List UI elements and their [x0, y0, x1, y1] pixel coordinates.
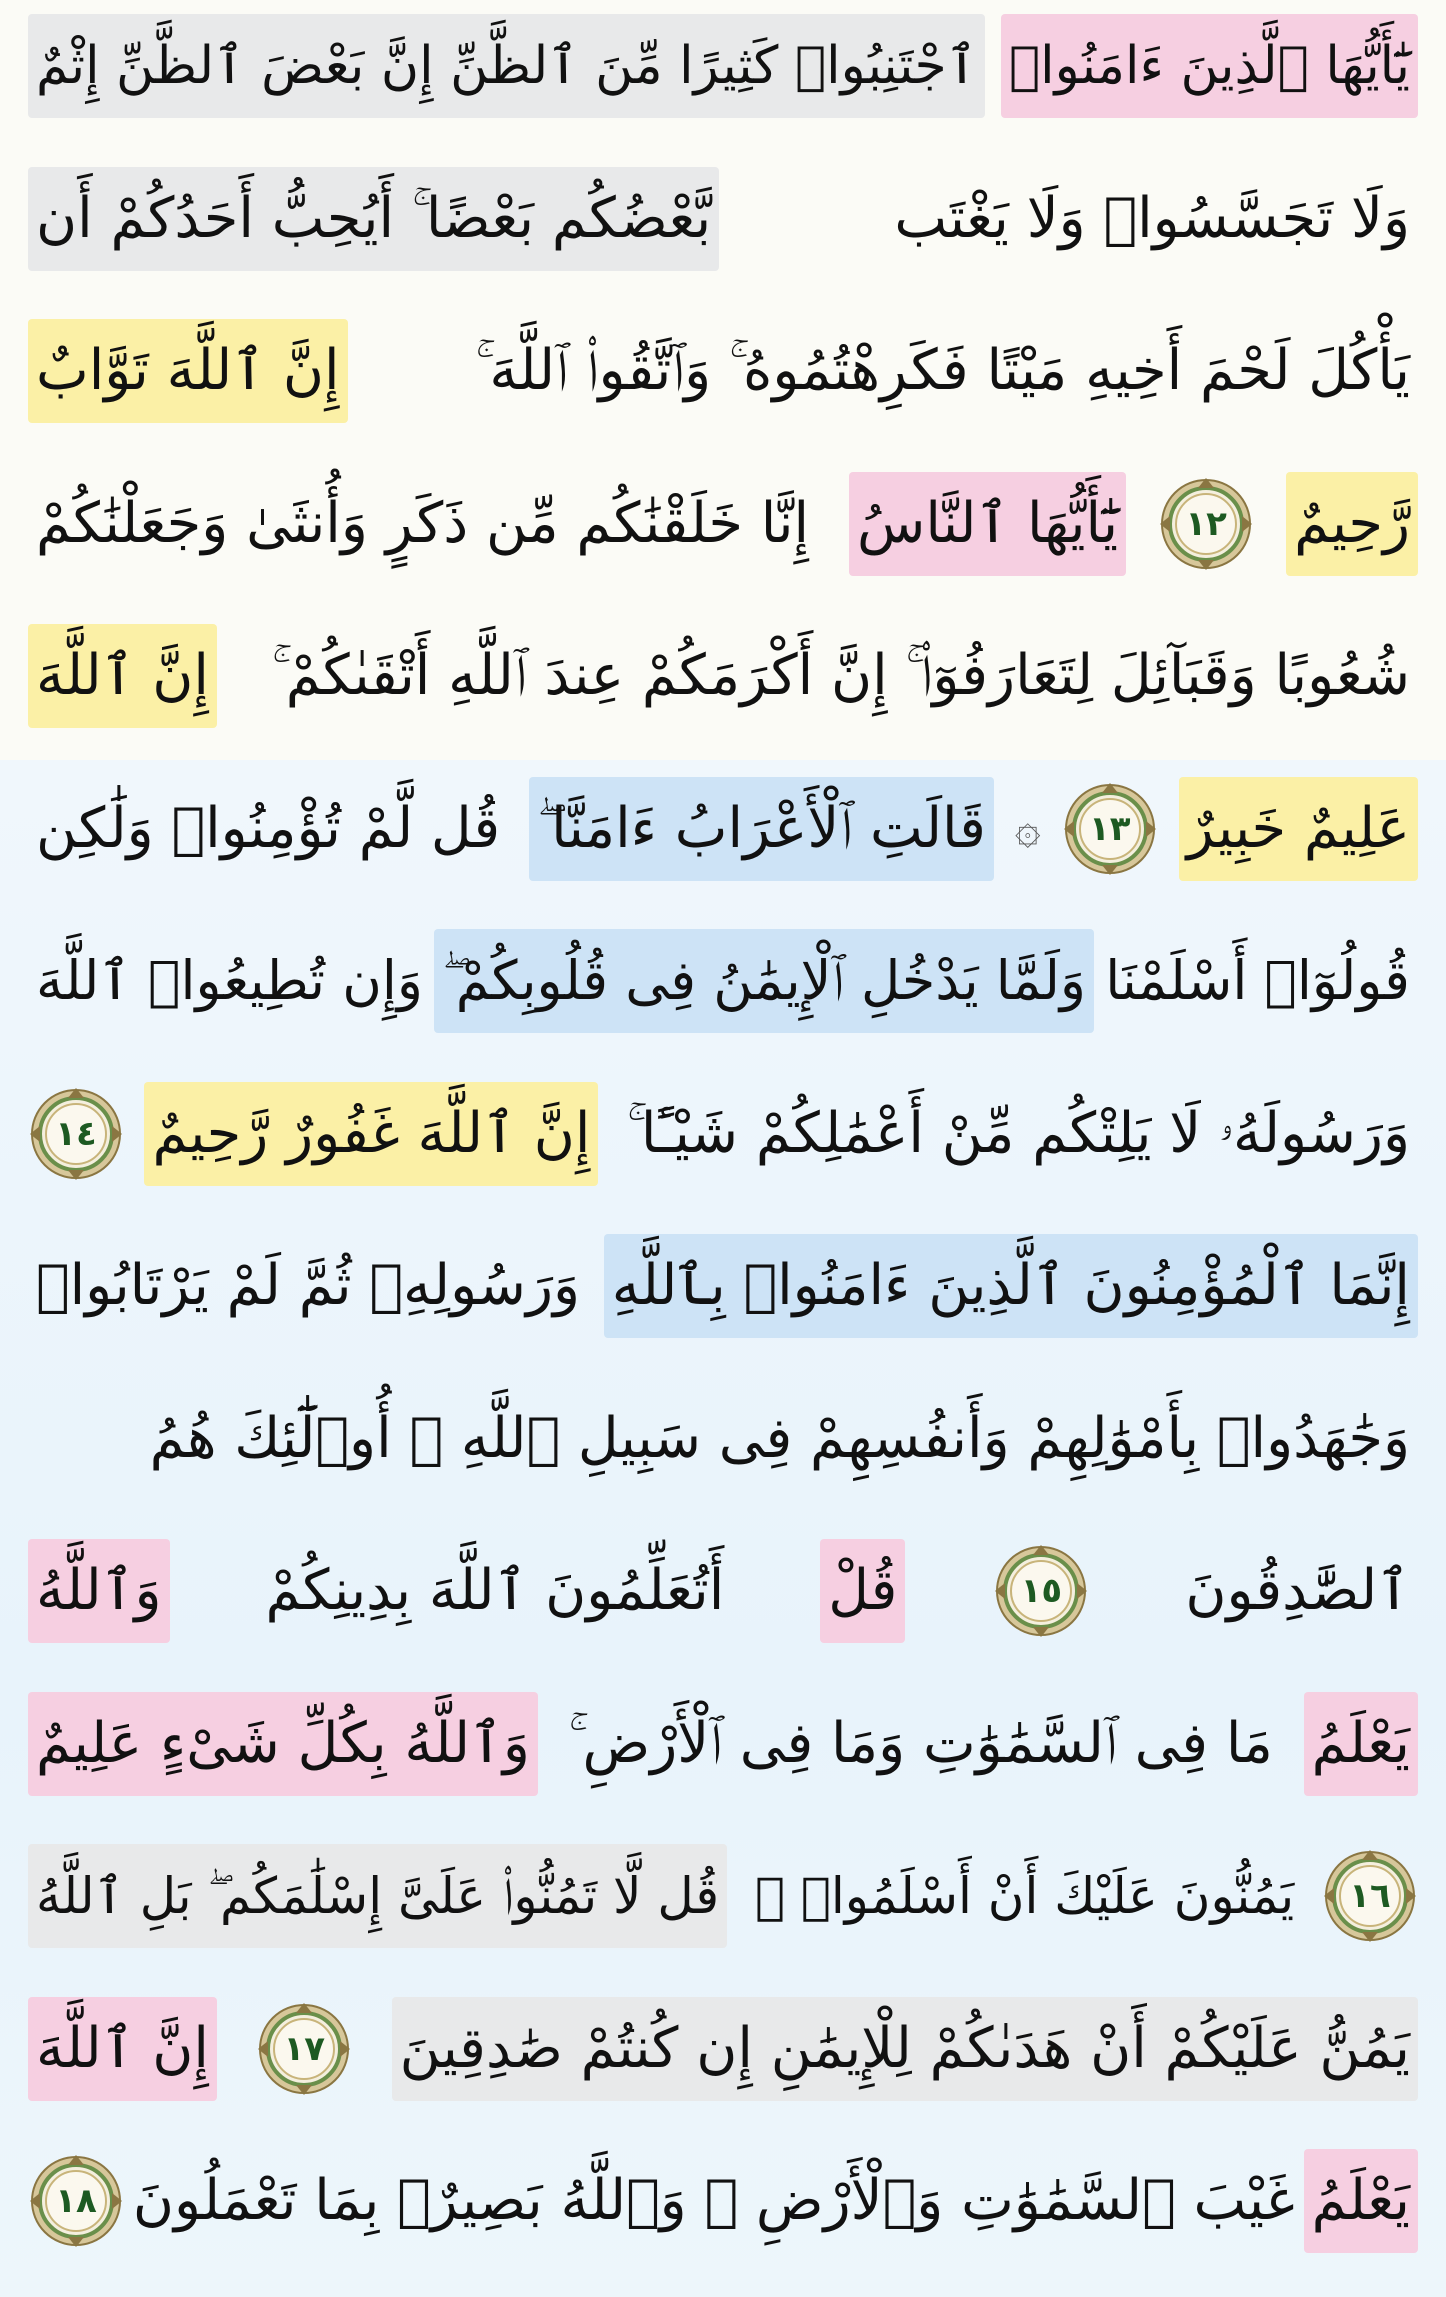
verse-line [28, 1840, 1418, 1952]
ayah-number: ١٢ [1185, 503, 1227, 544]
highlighted-phrase: بَّعْضُكُم بَعْضًا ۚ أَيُحِبُّ أَحَدُكُمْ أَن [28, 167, 719, 271]
ayah-number: ١٦ [1349, 1876, 1391, 1916]
highlighted-phrase: قُل لَّا تَمُنُّوا۟ عَلَىَّ إِسْلَٰمَكُم ۖ بَلِ ٱللَّهُ [28, 1844, 727, 1948]
verse-line [28, 163, 1418, 275]
highlighted-phrase: إِنَّ ٱللَّهَ [28, 1997, 217, 2101]
verse-text: يَأْكُلَ لَحْمَ أَخِيهِ مَيْتًا فَكَرِهْتُمُوهُ ۚ وَٱتَّقُوا۟ ٱللَّهَ ۚ [475, 338, 1410, 403]
verse-text: يَمُنُّونَ عَلَيْكَ أَنْ أَسْلَمُوا۟ ۖ [754, 1867, 1295, 1925]
highlighted-phrase: عَلِيمٌ خَبِيرٌ [1179, 777, 1418, 881]
verse-line [28, 1993, 1418, 2105]
ayah-number-marker [993, 1543, 1089, 1639]
highlighted-phrase: يَعْلَمُ [1304, 1692, 1418, 1796]
verse-line [28, 1535, 1418, 1647]
verse-line [28, 925, 1418, 1037]
verse-line [28, 1230, 1418, 1342]
verse-line [28, 10, 1418, 122]
verse-line [28, 620, 1418, 732]
verse-text: غَيْبَ ٱلسَّمَٰوَٰتِ وَٱلْأَرْضِ ۚ وَٱللَّهُ بَصِيرٌۢ بِمَا تَعْمَلُونَ [132, 2168, 1295, 2233]
verse-line [28, 773, 1418, 885]
verse-line [28, 468, 1418, 580]
ayah-number: ١٣ [1088, 808, 1131, 849]
highlighted-phrase: وَلَمَّا يَدْخُلِ ٱلْإِيمَٰنُ فِى قُلُوبِكُمْ ۖ [434, 929, 1094, 1033]
verse-text: شُعُوبًا وَقَبَآئِلَ لِتَعَارَفُوٓا۟ ۚ إِنَّ أَكْرَمَكُمْ عِندَ ٱللَّهِ أَتْقَىٰكُمْ ۚ [271, 643, 1410, 708]
highlighted-phrase: رَّحِيمٌ [1286, 472, 1418, 576]
verse-text: ٱلصَّٰدِقُونَ [1185, 1558, 1410, 1623]
ayah-number: ١٥ [1020, 1571, 1063, 1611]
verse-text: قُل لَّمْ تُؤْمِنُوا۟ وَلَٰكِن [36, 795, 501, 861]
verse-text: وَرَسُولَهُۥ لَا يَلِتْكُم مِّنْ أَعْمَٰلِكُمْ شَيْـًٔا ۚ [626, 1100, 1410, 1166]
ayah-number: ١٤ [55, 1113, 97, 1154]
verse-text: وَرَسُولِهِۦ ثُمَّ لَمْ يَرْتَابُوا۟ [36, 1253, 581, 1318]
highlighted-phrase: إِنَّ ٱللَّهَ تَوَّابٌ [28, 319, 348, 423]
verse-text: أَتُعَلِّمُونَ ٱللَّهَ بِدِينِكُمْ [265, 1558, 725, 1623]
ayah-number-marker [28, 1086, 124, 1182]
highlighted-phrase: قُلْ [820, 1539, 905, 1643]
ayah-number-marker [256, 2001, 352, 2097]
verse-text: قُولُوٓا۟ أَسْلَمْنَا [1105, 949, 1410, 1012]
highlighted-phrase: إِنَّ ٱللَّهَ [28, 624, 217, 728]
hizb-quarter-icon: ۞ [1014, 803, 1041, 854]
verse-line [28, 315, 1418, 427]
verse-line [28, 1383, 1418, 1495]
ayah-number-marker [1158, 476, 1254, 572]
verse-text: وَإِن تُطِيعُوا۟ ٱللَّهَ [36, 949, 423, 1012]
highlighted-phrase: وَٱللَّهُ بِكُلِّ شَىْءٍ عَلِيمٌ [28, 1692, 538, 1796]
highlighted-phrase: يَٰٓأَيُّهَا ٱلنَّاسُ [849, 472, 1126, 576]
highlighted-phrase: إِنَّ ٱللَّهَ غَفُورٌ رَّحِيمٌ [144, 1082, 598, 1186]
verse-text: وَجَٰهَدُوا۟ بِأَمْوَٰلِهِمْ وَأَنفُسِهِمْ فِى سَبِيلِ ٱللَّهِ ۚ أُو۟لَٰٓئِكَ هُمُ [149, 1405, 1410, 1471]
highlighted-phrase: إِنَّمَا ٱلْمُؤْمِنُونَ ٱلَّذِينَ ءَامَنُوا۟ بِٱللَّهِ [604, 1234, 1418, 1338]
ayah-number-marker [1322, 1848, 1418, 1944]
verse-line [28, 2145, 1418, 2257]
ayah-number-marker [1062, 781, 1158, 877]
highlighted-phrase: يَعْلَمُ [1304, 2149, 1418, 2253]
highlighted-phrase: وَٱللَّهُ [28, 1539, 169, 1643]
verse-text: إِنَّا خَلَقْنَٰكُم مِّن ذَكَرٍ وَأُنثَىٰ وَجَعَلْنَٰكُمْ [36, 490, 810, 556]
highlighted-phrase: يَٰٓأَيُّهَا ٱلَّذِينَ ءَامَنُوا۟ [1001, 14, 1418, 118]
verse-text: وَلَا تَجَسَّسُوا۟ وَلَا يَغْتَب [894, 185, 1410, 251]
highlighted-phrase: قَالَتِ ٱلْأَعْرَابُ ءَامَنَّا ۖ [529, 777, 994, 881]
highlighted-phrase: ٱجْتَنِبُوا۟ كَثِيرًا مِّنَ ٱلظَّنِّ إِنَّ بَعْضَ ٱلظَّنِّ إِثْمٌ [28, 14, 985, 118]
ayah-number: ١٧ [283, 2028, 326, 2069]
ayah-number: ١٨ [55, 2181, 97, 2221]
highlighted-phrase: يَمُنُّ عَلَيْكُمْ أَنْ هَدَىٰكُمْ لِلْإِيمَٰنِ إِن كُنتُمْ صَٰدِقِينَ [392, 1997, 1418, 2101]
verse-line [28, 1688, 1418, 1800]
verse-text: مَا فِى ٱلسَّمَٰوَٰتِ وَمَا فِى ٱلْأَرْضِ ۚ [568, 1710, 1273, 1776]
ayah-number-marker [28, 2153, 124, 2249]
verse-line [28, 1078, 1418, 1190]
